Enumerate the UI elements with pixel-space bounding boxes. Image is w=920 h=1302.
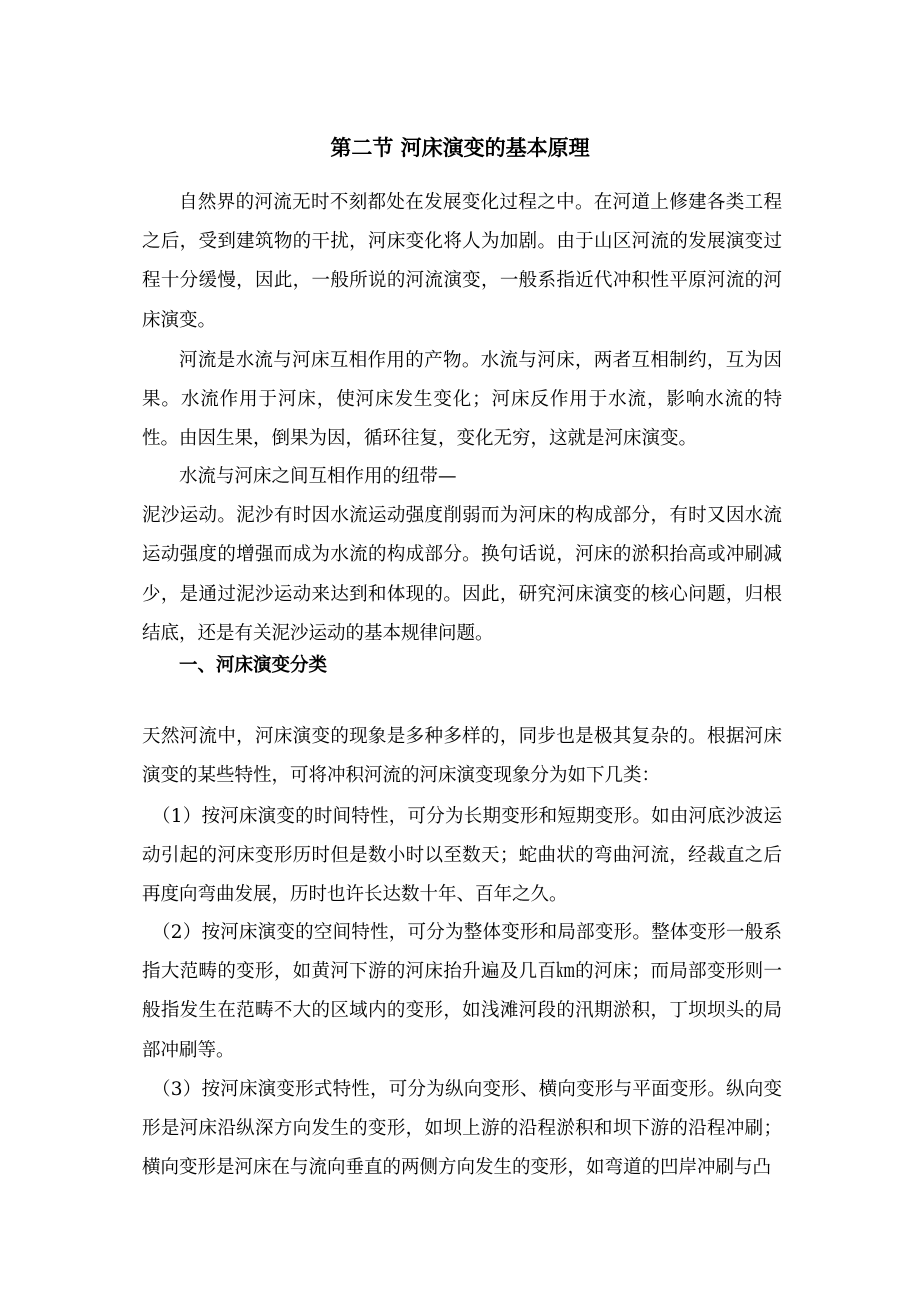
- paragraph-sediment-link-body: 泥沙运动。泥沙有时因水流运动强度削弱而为河床的构成部分，有时又因水流运动强度的增强而成为水流的构成部分。换句话说，河床的淤积抬高或冲刷减少，是通过泥沙运动来达到和体现的。因此，研究河床演变的核心问题，归根结底，还是有关泥沙运动的基本规律问题。: [142, 505, 782, 644]
- paragraph-spatial-characteristic: （2）按河床演变的空间特性，可分为整体变形和局部变形。整体变形一般系指大范畴的变形，如黄河下游的河床抬升遍及几百㎞的河床；而局部变形则一般指发生在范畴不大的区域内的变形，如浅滩河段的汛期淤积，丁坝坝头的局部冲刷等。: [142, 922, 782, 1061]
- paragraph-time-characteristic: （1）按河床演变的时间特性，可分为长期变形和短期变形。如由河底沙波运动引起的河床变形历时但是数小时以至数天；蛇曲状的弯曲河流，经裁直之后再度向弯曲发展，历时也许长达数十年、百年之久。: [142, 806, 782, 906]
- paragraph-classification-intro: 天然河流中，河床演变的现象是多种多样的，同步也是极其复杂的。根据河床演变的某些特性，可将冲积河流的河床演变现象分为如下几类：: [142, 726, 782, 787]
- page-title: 第二节 河床演变的基本原理: [330, 135, 590, 160]
- paragraph-sediment-link-lead: 水流与河床之间互相作用的纽带—: [179, 466, 457, 487]
- paragraph-sediment-link: [142, 457, 782, 653]
- section-heading: 一、河床演变分类: [179, 655, 328, 676]
- paragraph-river-bed-interaction: 河流是水流与河床互相作用的产物。水流与河床，两者互相制约，互为因果。水流作用于河床，使河床发生变化；河床反作用于水流，影响水流的特性。由因生果，倒果为因，循环往复，变化无穷，这就是河床演变。: [142, 350, 782, 450]
- paragraph-intro: 自然界的河流无时不刻都处在发展变化过程之中。在河道上修建各类工程之后，受到建筑物的干扰，河床变化将人为加剧。由于山区河流的发展演变过程十分缓慢，因此，一般所说的河流演变，一般系指近代冲积性平原河流的河床演变。: [142, 192, 782, 331]
- paragraph-form-characteristic: （3）按河床演变形式特性，可分为纵向变形、横向变形与平面变形。纵向变形是河床沿纵深方向发生的变形，如坝上游的沿程淤积和坝下游的沿程冲刷；横向变形是河床在与流向垂直的两侧方向发生的变形，如弯道的凹岸冲刷与凸: [142, 1079, 782, 1179]
